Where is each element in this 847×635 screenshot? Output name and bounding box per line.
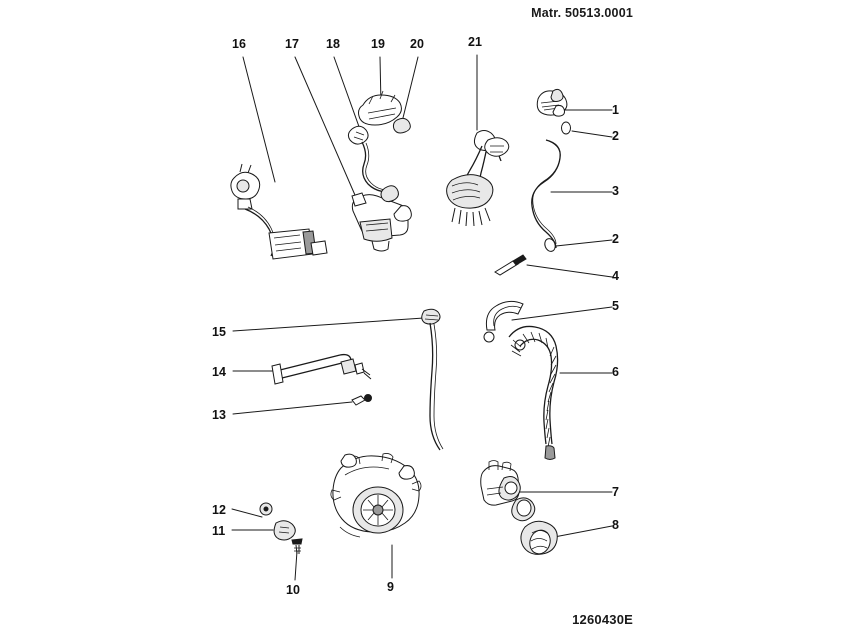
callout-17: 17 xyxy=(285,37,299,51)
callout-8: 8 xyxy=(612,518,619,532)
callout-20: 20 xyxy=(410,37,424,51)
callout-18: 18 xyxy=(326,37,340,51)
drawing-code: 1260430E xyxy=(572,612,633,627)
callout-4: 4 xyxy=(612,269,619,283)
part-12-washer xyxy=(260,503,272,515)
part-2-grommet-upper xyxy=(562,122,571,134)
callout-19: 19 xyxy=(371,37,385,51)
callout-13: 13 xyxy=(212,408,226,422)
callout-2-lower: 2 xyxy=(612,232,619,246)
callout-12: 12 xyxy=(212,503,226,517)
part-9-motor xyxy=(331,453,421,537)
callout-9: 9 xyxy=(387,580,394,594)
part-21-wiring-harness xyxy=(447,131,509,227)
callout-3: 3 xyxy=(612,184,619,198)
callout-16: 16 xyxy=(232,37,246,51)
part-16-pressure-switch xyxy=(231,164,327,259)
callout-21: 21 xyxy=(468,35,482,49)
callout-6: 6 xyxy=(612,365,619,379)
callout-1: 1 xyxy=(612,103,619,117)
part-13-thermostat xyxy=(352,395,372,406)
part-7-pump xyxy=(481,461,535,521)
part-3-hose xyxy=(532,140,561,248)
part-15-pressure-tube xyxy=(422,309,443,450)
callout-15: 15 xyxy=(212,325,226,339)
callout-5: 5 xyxy=(612,299,619,313)
part-18-elbow-hose xyxy=(348,126,398,201)
part-8-filter-cap xyxy=(521,521,557,556)
part-10-screw xyxy=(292,539,302,554)
callout-14: 14 xyxy=(212,365,226,379)
callout-7: 7 xyxy=(612,485,619,499)
material-number: Matr. 50513.0001 xyxy=(531,6,633,20)
callout-10: 10 xyxy=(286,583,300,597)
part-1-lamp xyxy=(537,89,567,116)
callout-2-upper: 2 xyxy=(612,129,619,143)
part-14-heating-element xyxy=(272,355,371,384)
part-17-valve xyxy=(352,193,411,251)
part-5-clamp xyxy=(484,301,525,350)
part-19-dispenser-hose xyxy=(359,91,411,133)
part-11-bracket xyxy=(274,521,295,540)
callout-11: 11 xyxy=(212,524,226,538)
part-4-pin xyxy=(495,255,526,275)
